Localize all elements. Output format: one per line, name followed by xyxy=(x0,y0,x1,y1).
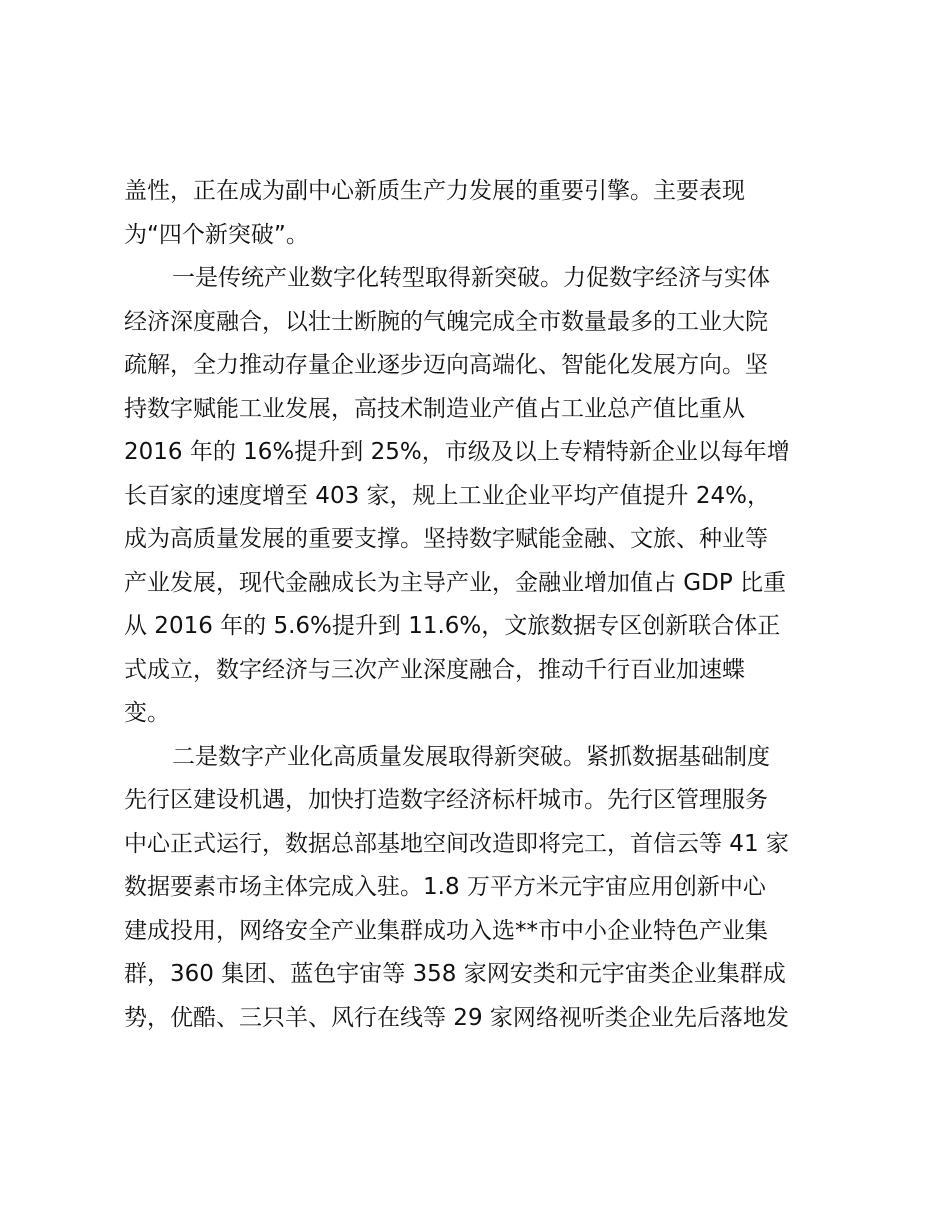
text-line: 产业发展，现代金融成长为主导产业，金融业增加值占 GDP 比重 xyxy=(124,569,787,596)
text-line: 群，360 集团、蓝色宇宙等 358 家网安类和元宇宙类企业集群成 xyxy=(124,961,786,987)
document-body xyxy=(124,170,836,1040)
text-line: 盖性，正在成为副中心新质生产力发展的重要引擎。主要表现 xyxy=(124,178,745,204)
text-line: 2016 年的 16%提升到 25%，市级及以上专精特新企业以每年增 xyxy=(124,439,790,465)
text-line: 为“四个新突破”。 xyxy=(124,221,309,248)
text-line: 变。 xyxy=(124,700,170,726)
text-line: 先行区建设机遇，加快打造数字经济标杆城市。先行区管理服务 xyxy=(124,787,768,813)
text-line: 数据要素市场主体完成入驻。1.8 万平方米元宇宙应用创新中心 xyxy=(124,874,766,900)
text-line: 持数字赋能工业发展，高技术制造业产值占工业总产值比重从 xyxy=(124,395,745,422)
text-line: 长百家的速度增至 403 家，规上工业企业平均产值提升 24%， xyxy=(124,482,770,509)
text-line: 从 2016 年的 5.6%提升到 11.6%，文旅数据专区创新联合体正 xyxy=(124,613,781,639)
text-line: 中心正式运行，数据总部基地空间改造即将完工，首信云等 41 家 xyxy=(124,830,789,857)
paragraph-start-line: 一是传统产业数字化转型取得新突破。力促数字经济与实体 xyxy=(172,265,770,291)
text-line: 式成立，数字经济与三次产业深度融合，推动千行百业加速蝶 xyxy=(124,656,745,683)
text-line: 建成投用，网络安全产业集群成功入选**市中小企业特色产业集 xyxy=(124,917,768,944)
text-line: 经济深度融合，以壮士断腕的气魄完成全市数量最多的工业大院 xyxy=(124,308,768,335)
text-line: 疏解，全力推动存量企业逐步迈向高端化、智能化发展方向。坚 xyxy=(124,352,768,378)
text-line: 势，优酷、三只羊、风行在线等 29 家网络视听类企业先后落地发 xyxy=(124,1004,789,1031)
text-line: 成为高质量发展的重要支撑。坚持数字赋能金融、文旅、种业等 xyxy=(124,526,768,552)
paragraph-start-line: 二是数字产业化高质量发展取得新突破。紧抓数据基础制度 xyxy=(172,743,770,770)
